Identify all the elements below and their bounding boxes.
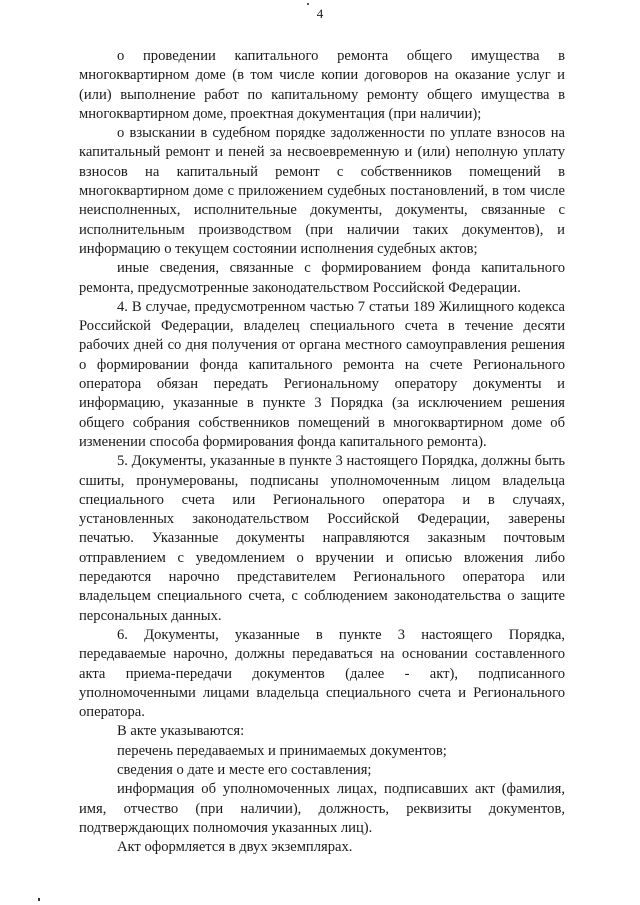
paragraph-act-copies: Акт оформляется в двух экземплярах. [117, 839, 353, 856]
paragraph-act-authorized-persons: информация об уполномоченных лицах, подписавших акт (фамилия, имя, отчество (при наличии), должность, реквизиты документов, подтверждающих полномочия указанных лиц). [79, 781, 565, 836]
paragraph-capital-repair-docs: о проведении капитального ремонта общего имущества в многоквартирном доме (в том числе копии договоров на оказание услуг и (или) выполнение работ по капитальному ремонту общего имущества в многоквартирном доме, проектная документация (при наличии); [79, 48, 565, 122]
paragraph-item-5: 5. Документы, указанные в пункте 3 настоящего Порядка, должны быть сшиты, пронумерованы, подписаны уполномоченным лицом владельца специального счета или Регионального оператора и в случаях, установленных законодательством Российской Федерации, заверены печатью. Указанные документы направляются заказным почтовым отправлением с уведомлением о вручении и описью вложения либо передаются нарочно представителем Регионального оператора или владельцем специального счета, с соблюдением законодательства о защите персональных данных. [79, 453, 565, 624]
paragraph-other-info: иные сведения, связанные с формированием фонда капитального ремонта, предусмотренные законодательством Российской Федерации. [79, 260, 565, 296]
paragraph-act-date-place: сведения о дате и месте его составления; [117, 761, 372, 778]
scan-speck [307, 3, 309, 5]
paragraph-act-list-docs: перечень передаваемых и принимаемых документов; [117, 742, 447, 759]
scan-speck [38, 898, 40, 901]
paragraph-court-debt-collection: о взыскании в судебном порядке задолженности по уплате взносов на капитальный ремонт и пеней за несвоевременную и (или) неполную уплату взносов на капитальный ремонт с собственников помещений в многоквартирном доме с приложением судебных постановлений, в том числе неисполненных, исполнительные документы, документы, связанные с исполнительным производством (при наличии таких документов), и информацию о текущем состоянии исполнения судебных актов; [79, 125, 565, 257]
paragraph-act-contents-heading: В акте указываются: [117, 723, 245, 740]
paragraph-item-4: 4. В случае, предусмотренном частью 7 статьи 189 Жилищного кодекса Российской Федерации, владелец специального счета в течение десяти рабочих дней со дня получения от органа местного самоуправления решения о формировании фонда капитального ремонта на счете Регионального оператора обязан передать Региональному оператору документы и информацию, указанные в пункте 3 Порядка (за исключением решения общего собрания собственников помещений в многоквартирном доме об изменении способа формирования фонда капитального ремонта). [79, 298, 565, 450]
document-body [79, 47, 565, 857]
page-number: 4 [316, 6, 324, 21]
paragraph-item-6: 6. Документы, указанные в пункте 3 настоящего Порядка, передаваемые нарочно, должны передаваться на основании составленного акта приема-передачи документов (далее - акт), подписанного уполномоченными лицами владельца специального счета и Регионального оператора. [79, 626, 565, 721]
